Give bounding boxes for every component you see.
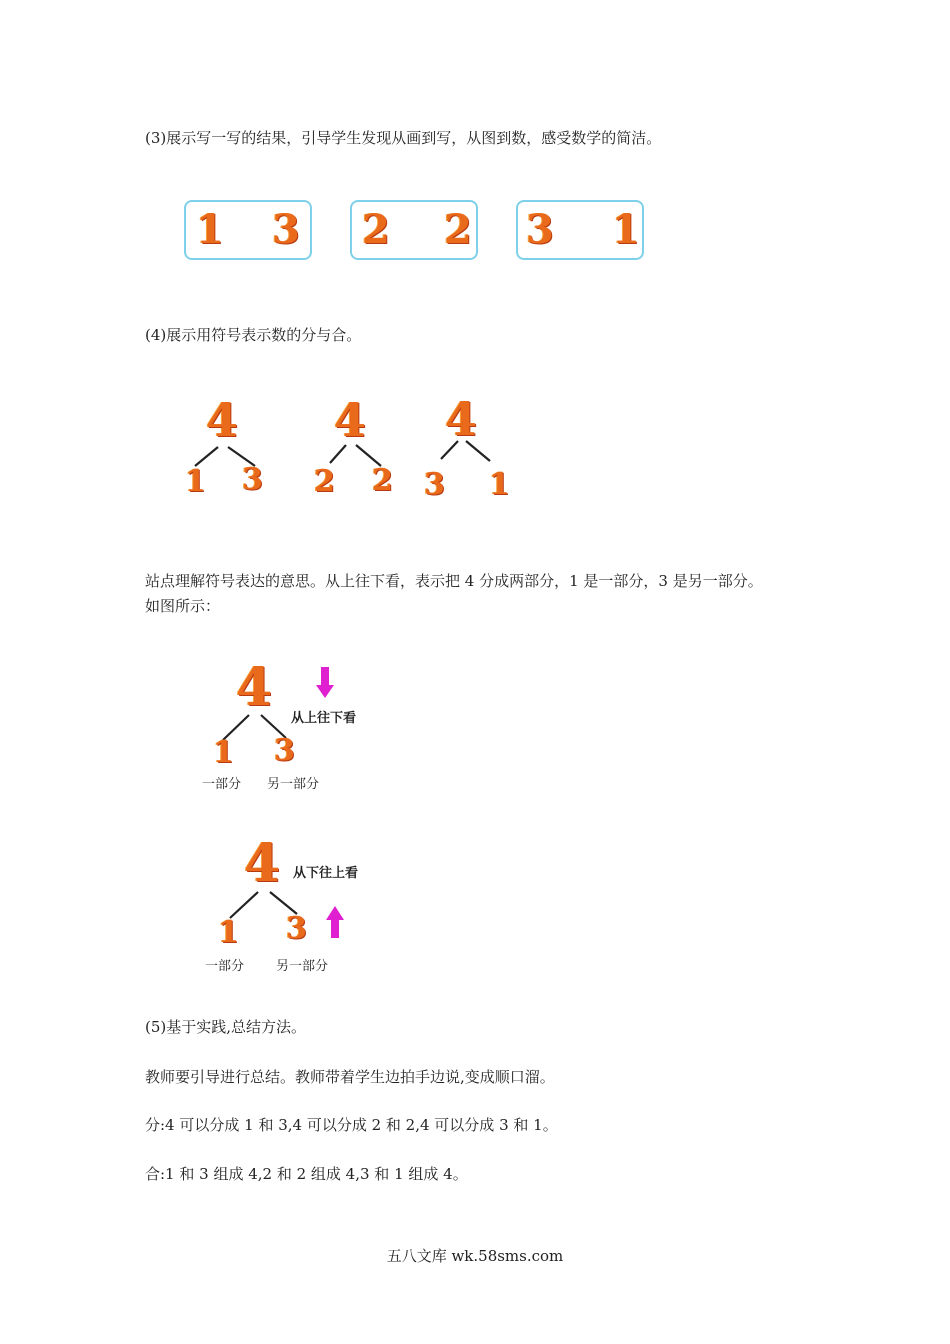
diagram-down-right: 3 bbox=[274, 733, 295, 768]
tree-1-left: 1 bbox=[185, 464, 206, 499]
diagram-down-right-label: 另一部分 bbox=[267, 777, 320, 792]
diagram-up-top: 4 bbox=[244, 833, 281, 894]
box-left-number: 1 bbox=[196, 206, 224, 253]
diagram-down-left: 1 bbox=[213, 735, 234, 770]
tree-1-top: 4 bbox=[206, 393, 239, 447]
footer-watermark: 五八文库 wk.58sms.com bbox=[386, 1247, 564, 1265]
diagram-down-top: 4 bbox=[236, 657, 273, 718]
paragraph-5: (5)基于实践,总结方法。 bbox=[145, 1018, 307, 1036]
paragraph-4: (4)展示用符号表示数的分与合。 bbox=[145, 326, 362, 344]
diagram-up-right: 3 bbox=[286, 911, 307, 946]
diagram-down-left-label: 一部分 bbox=[202, 777, 242, 792]
box-right-number: 3 bbox=[272, 206, 300, 253]
diagram-down-direction-label: 从上往下看 bbox=[291, 711, 357, 726]
box-right-number: 2 bbox=[444, 206, 472, 253]
up-arrow-icon bbox=[326, 906, 344, 938]
diagram-up-left: 1 bbox=[218, 915, 239, 950]
tree-3-top: 4 bbox=[445, 392, 478, 446]
diagram-up-left-label: 一部分 bbox=[205, 959, 245, 974]
diagram-up-right-label: 另一部分 bbox=[276, 959, 329, 974]
paragraph-combine: 合:1 和 3 组成 4,2 和 2 组成 4,3 和 1 组成 4。 bbox=[145, 1165, 468, 1183]
down-arrow-icon bbox=[316, 667, 334, 698]
paragraph-teacher: 教师要引导进行总结。教师带着学生边拍手边说,变成顺口溜。 bbox=[145, 1068, 555, 1086]
box-right-number: 1 bbox=[612, 206, 640, 253]
box-left-number: 2 bbox=[362, 206, 390, 253]
paragraph-3: (3)展示写一写的结果，引导学生发现从画到写，从图到数，感受数学的简洁。 bbox=[145, 129, 662, 147]
tree-2-right: 2 bbox=[372, 463, 393, 498]
diagram-up-direction-label: 从下往上看 bbox=[293, 866, 359, 881]
paragraph-explain-line-2: 如图所示： bbox=[145, 597, 221, 615]
tree-3-right: 1 bbox=[489, 467, 510, 502]
box-left-number: 3 bbox=[526, 206, 554, 253]
paragraph-split: 分:4 可以分成 1 和 3,4 可以分成 2 和 2,4 可以分成 3 和 1。 bbox=[145, 1116, 558, 1134]
tree-2-top: 4 bbox=[334, 393, 367, 447]
paragraph-explain-line-1: 站点理解符号表达的意思。从上往下看，表示把 4 分成两部分，1 是一部分，3 是另一部分。 bbox=[145, 572, 763, 590]
tree-3-left: 3 bbox=[424, 467, 445, 502]
tree-2-left: 2 bbox=[314, 464, 335, 499]
tree-1-right: 3 bbox=[242, 462, 263, 497]
